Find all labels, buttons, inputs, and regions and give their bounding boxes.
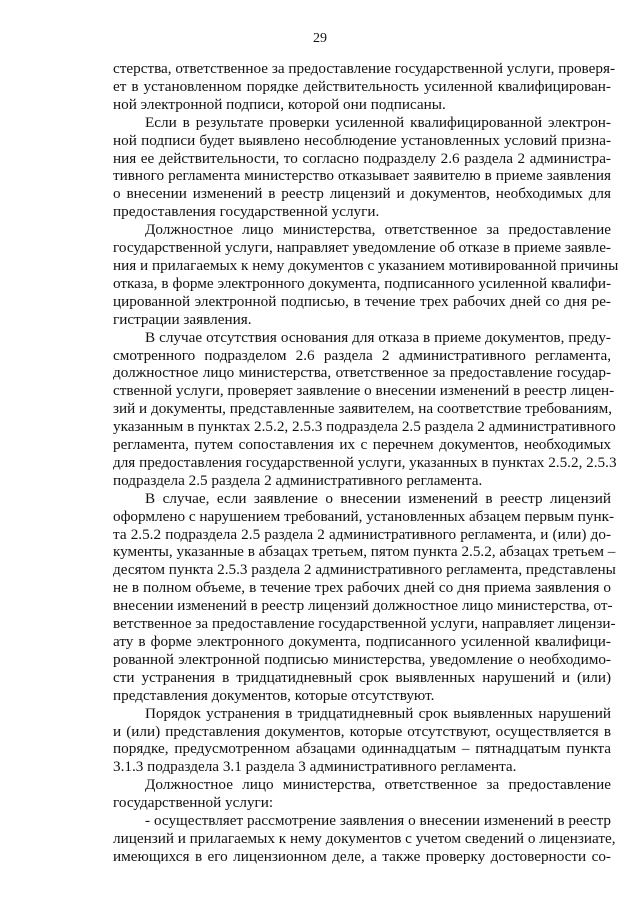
text-line: внесении изменений в реестр лицензий должностное лицо министерства, от- [113,597,613,615]
text-line: В случае отсутствия основания для отказа в приеме документов, преду- [145,328,611,346]
paragraph [113,221,619,328]
text-line: цированной электронной подписью, в течение трех рабочих дней со дня ре- [113,292,611,310]
text-line: порядке, предусмотренном абзацами одиннадцатым – пятнадцатым пункта [113,740,611,758]
text-line: указанным в пунктах 2.5.2, 2.5.3 подраздела 2.5 раздела 2 административного [113,418,616,436]
text-line: подраздела 2.5 раздела 2 административного регламента. [113,471,483,489]
text-line: Если в результате проверки усиленной квалифицированной электрон- [145,113,611,131]
text-line: тивного регламента министерство отказывает заявителю в приеме заявления [113,167,611,185]
text-line: о внесении изменений в реестр лицензий и документов, необходимых для [113,185,611,203]
text-line: государственной услуги, направляет уведомление об отказе в приеме заявле- [113,239,611,257]
text-line: для предоставления государственной услуги, указанных в пунктах 2.5.2, 2.5.3 [113,453,617,471]
text-line: десятом пункта 2.5.3 раздела 2 административного регламента, представлены [113,561,616,579]
text-line: ния и прилагаемых к нему документов с указанием мотивированной причины [113,256,619,274]
text-line: имеющихся в его лицензионном деле, а также проверку достоверности со- [113,847,611,865]
text-line: оформлено с нарушением требований, установленных абзацем первым пунк- [113,507,615,525]
paragraph [113,705,611,777]
text-line: ственной услуги, проверяет заявление о внесении изменений в реестр лицен- [113,382,615,400]
text-line: ной электронной подписи, которой они подписаны. [113,95,446,113]
text-line: Должностное лицо министерства, ответственное за предоставление [145,776,611,794]
text-line: ной подписи будет выявлено несоблюдение установленных условий призна- [113,131,611,149]
text-line: рованной электронной подписью министерства, уведомление о необходимо- [113,650,611,668]
text-line: ет в установленном порядке действительность усиленной квалифицирован- [113,77,611,95]
paragraph [113,812,616,866]
paragraph [113,114,611,221]
text-line: предоставления государственной услуги. [113,203,380,221]
text-line: не в полном объеме, в течение трех рабочих дней со дня приема заявления о [113,579,611,597]
text-line: ния ее действительности, то согласно подразделу 2.6 раздела 2 администра- [113,149,611,167]
text-line: смотренного подразделом 2.6 раздела 2 административного регламента, [113,346,611,364]
paragraph [113,60,616,114]
paragraph [113,328,617,490]
paragraph [113,489,616,705]
text-line: зий и документы, представленные заявителем, на соответствие требованиям, [113,400,613,418]
text-line: представления документов, которые отсутствуют. [113,686,435,704]
text-line: государственной услуги: [113,794,274,812]
text-line: должностное лицо министерства, ответственное за предоставление государ- [113,364,611,382]
text-line: 3.1.3 подраздела 3.1 раздела 3 административного регламента. [113,758,517,776]
document-body [113,60,619,866]
text-line: лицензий и прилагаемых к нему документов с учетом сведений о лицензиате, [113,829,616,847]
text-line: и (или) представления документов, которые отсутствуют, осуществляется в [113,722,611,740]
text-line: стерства, ответственное за предоставление государственной услуги, проверя- [113,60,616,77]
text-line: сти устранения в тридцатидневный срок выявленных нарушений и (или) [113,668,611,686]
text-line: ветственное за предоставление государственной услуги, направляет лицензи- [113,615,616,633]
text-line: регламента, путем сопоставления их с перечнем документов, необходимых [113,436,611,454]
text-line: кументы, указанные в абзацах третьем, пятом пункта 2.5.2, абзацах третьем – [113,543,616,561]
paragraph [113,776,611,812]
text-line: та 2.5.2 подраздела 2.5 раздела 2 административного регламента, и (или) до- [113,525,611,543]
text-line: Порядок устранения в тридцатидневный срок выявленных нарушений [145,704,611,722]
text-line: отказа, в форме электронного документа, подписанного усиленной квалифи- [113,274,611,292]
text-line: - осуществляет рассмотрение заявления о внесении изменений в реестр [145,812,611,830]
page-number: 29 [313,31,327,46]
text-line: В случае, если заявление о внесении изменений в реестр лицензий [145,489,611,507]
text-line: Должностное лицо министерства, ответственное за предоставление [145,221,611,239]
text-line: гистрации заявления. [113,310,252,328]
text-line: ату в форме электронного документа, подписанного усиленной квалифици- [113,633,611,650]
